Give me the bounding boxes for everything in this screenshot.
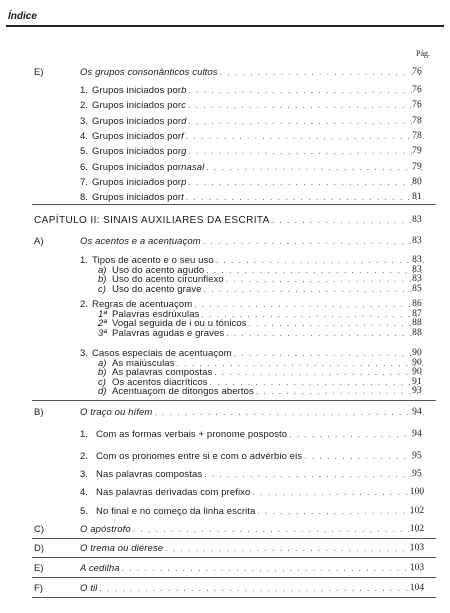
- toc-entry-number: a): [98, 358, 107, 369]
- toc-entry-item[interactable]: [92, 191, 424, 204]
- toc-page-number: 76: [412, 67, 422, 77]
- toc-page-number: 83: [412, 265, 422, 275]
- toc-entry-variable: nasal: [181, 161, 205, 173]
- toc-entry-number: D): [34, 543, 45, 554]
- toc-entry-title: O til: [80, 583, 98, 594]
- toc-entry-title: Palavras esdrúxulas: [112, 309, 200, 320]
- toc-entry-title: Palavras agudas e graves: [112, 327, 225, 339]
- leader-dots: [133, 523, 424, 536]
- toc-entry-variable: f: [181, 130, 184, 142]
- toc-entry-number: b): [98, 274, 107, 286]
- toc-entry-title: Acentuaçom de ditongos abertos: [112, 386, 254, 398]
- toc-entry-number: 3.: [80, 469, 88, 480]
- toc-page-number: 94: [412, 407, 422, 417]
- toc-entry-number: 3.: [80, 115, 88, 127]
- toc-entry-title: Grupos iniciados por: [92, 115, 182, 127]
- toc-entry-title: Grupos iniciados por: [92, 176, 182, 188]
- toc-entry-number: d): [98, 386, 107, 398]
- toc-page-number: 93: [412, 386, 422, 397]
- toc-page-number: 83: [412, 236, 422, 246]
- leader-dots: [154, 406, 424, 419]
- toc-entry-title: As palavras compostas: [112, 367, 213, 379]
- toc-entry-item[interactable]: [92, 115, 424, 128]
- leader-dots: [165, 542, 424, 555]
- section-b-key: B): [34, 407, 44, 418]
- section-divider: [32, 557, 436, 558]
- toc-page-number: 83: [412, 215, 422, 225]
- toc-entry-item[interactable]: [92, 84, 424, 97]
- leader-dots: [189, 176, 424, 189]
- toc-page-number: 103: [409, 543, 425, 553]
- toc-page-number: 100: [409, 487, 425, 497]
- toc-entry-number: 3ª: [98, 327, 107, 339]
- toc-entry-variable: d: [181, 115, 187, 127]
- toc-entry-number: 5.: [80, 506, 88, 517]
- toc-entry-title: No final e no começo da linha escrita: [96, 506, 256, 517]
- toc-entry-item[interactable]: [92, 99, 424, 112]
- toc-entry-number: 2ª: [98, 318, 107, 330]
- toc-entry-item[interactable]: [92, 145, 424, 158]
- toc-entry-title: Grupos iniciados por: [92, 192, 182, 204]
- toc-page-number: 102: [409, 506, 425, 516]
- toc-entry-item[interactable]: [96, 505, 424, 518]
- toc-entry-number: 7.: [80, 176, 88, 188]
- toc-page-number: 79: [412, 146, 422, 157]
- toc-page-number: 81: [412, 192, 422, 203]
- section-divider: [32, 204, 436, 205]
- toc-entry-item[interactable]: [96, 468, 424, 481]
- toc-entry-title: Tipos de acento e o seu uso: [92, 255, 214, 266]
- toc-entry-number: 4.: [80, 130, 88, 142]
- toc-entry-subitem[interactable]: [112, 283, 424, 296]
- toc-entry-number: 5.: [80, 146, 88, 158]
- toc-page-number: 94: [412, 429, 422, 439]
- toc-entry-item[interactable]: [96, 428, 424, 441]
- section-divider: [32, 538, 436, 539]
- toc-entry-section-a[interactable]: [80, 235, 424, 248]
- toc-entry-title: Com os pronomes entre si e com o advérbio eis: [96, 451, 303, 462]
- toc-page-number: 91: [412, 376, 422, 387]
- toc-page-number: 95: [412, 451, 422, 461]
- toc-entry-item[interactable]: [96, 450, 424, 463]
- leader-dots: [257, 505, 424, 518]
- toc-page-number: 88: [412, 318, 422, 329]
- toc-entry-title: Os grupos consonânticos cultos: [80, 67, 218, 78]
- toc-page-number: 80: [412, 176, 422, 187]
- page-header-title: Índice: [8, 11, 37, 22]
- toc-entry-title: Os acentos diacríticos: [112, 376, 208, 388]
- toc-page-number: 102: [409, 524, 425, 534]
- toc-entry-title: Grupos iniciados por: [92, 85, 182, 96]
- toc-entry-title: Grupos iniciados por: [92, 130, 182, 142]
- toc-entry-title: Regras de acentuaçom: [92, 299, 193, 310]
- toc-entry-section-c[interactable]: [80, 523, 424, 536]
- toc-entry-title: O traço ou hífem: [80, 407, 153, 418]
- toc-entry-title: Nas palavras derivadas com prefixo: [96, 487, 251, 498]
- toc-entry-title: Uso do acento agudo: [112, 265, 205, 276]
- toc-entry-number: 3.: [80, 348, 88, 359]
- toc-entry-item[interactable]: [92, 161, 424, 174]
- toc-page-number: 76: [412, 100, 422, 111]
- toc-entry-subitem[interactable]: [112, 385, 424, 398]
- leader-dots: [220, 66, 424, 79]
- toc-entry-variable: p: [181, 176, 187, 188]
- toc-entry-number: 2.: [80, 100, 88, 112]
- section-divider: [32, 597, 436, 598]
- leader-dots: [188, 99, 424, 112]
- toc-entry-number: b): [98, 367, 107, 379]
- toc-entry-number: c): [98, 376, 106, 388]
- leader-dots: [206, 161, 424, 174]
- toc-page-number: 103: [409, 563, 425, 573]
- toc-entry-number: 8.: [80, 192, 88, 204]
- leader-dots: [203, 235, 424, 248]
- toc-entry-title: Grupos iniciados por: [92, 146, 182, 158]
- toc-entry-section-f[interactable]: [80, 582, 424, 595]
- toc-page-number: 90: [412, 358, 422, 368]
- toc-entry-item[interactable]: [92, 130, 424, 143]
- leader-dots: [122, 562, 424, 575]
- leader-dots: [226, 327, 424, 340]
- chapter-title: CAPÍTULO II: SINAIS AUXILIARES DA ESCRITA: [34, 215, 270, 226]
- section-e-key: E): [34, 67, 44, 78]
- toc-entry-number: a): [98, 265, 107, 276]
- leader-dots: [186, 130, 424, 143]
- toc-entry-title: Uso do acento grave: [112, 283, 202, 295]
- toc-entry-number: c): [98, 283, 106, 295]
- toc-entry-number: E): [34, 563, 44, 574]
- toc-entry-title: O trema ou diérese: [80, 543, 164, 554]
- toc-page-number: 78: [412, 130, 422, 141]
- section-divider: [32, 577, 436, 578]
- toc-entry-title: Nas palavras compostas: [96, 469, 203, 480]
- toc-page-number: 88: [412, 327, 422, 338]
- toc-entry-title: Vogal seguida de i ou u tónicos: [112, 318, 247, 330]
- toc-entry-title: Grupos iniciados por: [92, 100, 182, 112]
- toc-entry-variable: c: [181, 100, 186, 112]
- toc-entry-title: A cedilha: [80, 563, 120, 574]
- toc-entry-subitem[interactable]: [112, 327, 424, 340]
- toc-entry-title: As maiúsculas: [112, 358, 175, 369]
- toc-page-number: 83: [412, 255, 422, 265]
- toc-entry-number: 6.: [80, 161, 88, 173]
- toc-page-number: 90: [412, 367, 422, 378]
- toc-entry-item[interactable]: [96, 486, 424, 499]
- toc-entry-chapter-2[interactable]: [34, 214, 424, 227]
- toc-entry-number: F): [34, 583, 43, 594]
- toc-entry-number: 1.: [80, 255, 88, 266]
- toc-entry-title: Grupos iniciados por: [92, 161, 182, 173]
- toc-entry-variable: b: [181, 85, 187, 96]
- toc-page-number: 104: [409, 583, 425, 593]
- toc-page-number: 90: [412, 348, 422, 358]
- toc-page-number: 79: [412, 161, 422, 172]
- section-a-key: A): [34, 236, 44, 247]
- toc-entry-number: 2.: [80, 299, 88, 310]
- leader-dots: [99, 582, 424, 595]
- leader-dots: [189, 145, 424, 158]
- toc-entry-title: O apóstrofo: [80, 524, 131, 535]
- toc-entry-item[interactable]: [92, 176, 424, 189]
- toc-entry-section-e[interactable]: [80, 562, 424, 575]
- toc-entry-number: 1.: [80, 85, 88, 96]
- toc-entry-section-b[interactable]: [80, 406, 424, 419]
- toc-page-number: 76: [412, 85, 422, 95]
- toc-entry-number: 2.: [80, 451, 88, 462]
- toc-entry-section-d[interactable]: [80, 542, 424, 555]
- toc-page-number: 85: [412, 283, 422, 294]
- leader-dots: [256, 385, 424, 398]
- toc-page-number: 83: [412, 274, 422, 285]
- leader-dots: [189, 115, 424, 128]
- toc-entry-title: Com as formas verbais + pronome posposto: [96, 429, 288, 440]
- toc-page-number: 86: [412, 299, 422, 309]
- toc-page-number: 87: [412, 309, 422, 319]
- leader-dots: [252, 486, 424, 499]
- toc-entry-title: Os acentos e a acentuaçom: [80, 236, 201, 247]
- leader-dots: [186, 191, 424, 204]
- page-column-label: Pág.: [416, 49, 430, 58]
- leader-dots: [204, 468, 424, 481]
- leader-dots: [204, 283, 424, 296]
- toc-entry-variable: g: [181, 146, 187, 158]
- toc-entry-number: 1ª: [98, 309, 107, 320]
- toc-page-number: 78: [412, 115, 422, 126]
- leader-dots: [189, 84, 424, 97]
- toc-entry-title: Casos especiais de acentuaçom: [92, 348, 232, 359]
- section-divider: [32, 400, 436, 401]
- header-rule: [6, 25, 444, 27]
- toc-entry-number: C): [34, 524, 45, 535]
- toc-entry-title: Uso do acento circunflexo: [112, 274, 224, 286]
- toc-entry-variable: t: [181, 192, 184, 204]
- toc-entry-number: 4.: [80, 487, 88, 498]
- toc-entry-number: 1.: [80, 429, 88, 440]
- toc-page-number: 95: [412, 469, 422, 479]
- toc-entry-section-e[interactable]: [80, 66, 424, 79]
